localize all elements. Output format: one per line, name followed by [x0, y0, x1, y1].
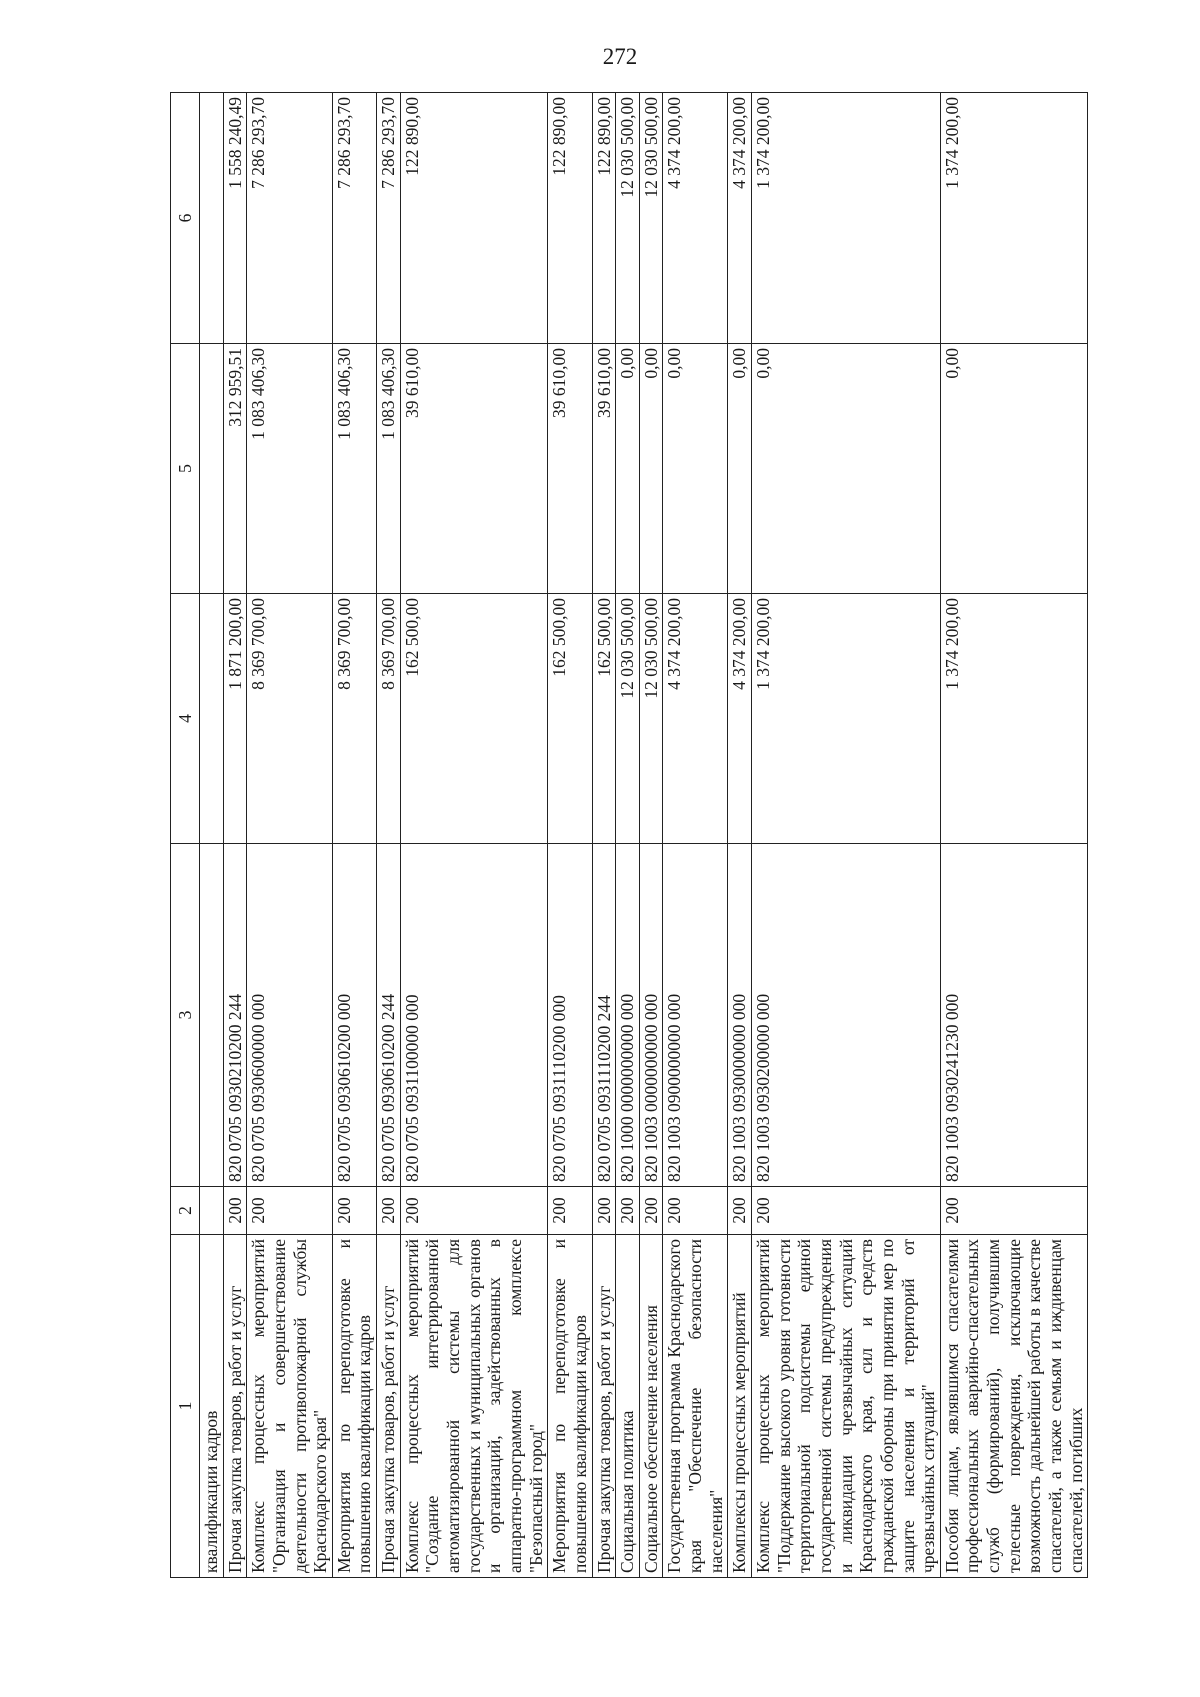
cell-name: Прочая закупка товаров, работ и услуг: [377, 1235, 401, 1578]
table-row: [663, 93, 728, 1578]
cell-code: 200: [639, 1187, 663, 1235]
table-row: [728, 93, 752, 1578]
cell-code: 200: [247, 1187, 333, 1235]
cell-amount-col4: 12 030 500,00: [616, 594, 640, 844]
header-row: [171, 93, 200, 1578]
cell-code: [200, 1187, 224, 1235]
cell-amount-col5: 0,00: [940, 344, 1087, 594]
cell-amount-col5: 39 610,00: [592, 344, 616, 594]
cell-amount-col6: 12 030 500,00: [639, 93, 663, 344]
header-col-6: 6: [171, 93, 200, 344]
cell-amount-col5: 0,00: [752, 344, 941, 594]
cell-classification: 820 0705 0931110200 244: [592, 844, 616, 1187]
cell-name: Мероприятия по переподготовке и повышению квалификации кадров: [548, 1235, 592, 1578]
cell-name: Прочая закупка товаров, работ и услуг: [223, 1235, 247, 1578]
cell-amount-col4: [200, 594, 224, 844]
header-col-3: 3: [171, 844, 200, 1187]
table-body: [200, 93, 1088, 1578]
table-row: [639, 93, 663, 1578]
cell-classification: 820 1000 0000000000 000: [616, 844, 640, 1187]
table-row: [592, 93, 616, 1578]
cell-code: 200: [400, 1187, 547, 1235]
cell-amount-col6: 4 374 200,00: [663, 93, 728, 344]
table-row: [940, 93, 1087, 1578]
cell-amount-col5: [200, 344, 224, 594]
cell-amount-col5: 1 083 406,30: [332, 344, 376, 594]
cell-amount-col6: 7 286 293,70: [332, 93, 376, 344]
cell-amount-col4: 162 500,00: [400, 594, 547, 844]
budget-table-rotated: [170, 93, 1086, 1578]
cell-amount-col6: 7 286 293,70: [247, 93, 333, 344]
cell-name: Прочая закупка товаров, работ и услуг: [592, 1235, 616, 1578]
table-row: [548, 93, 592, 1578]
cell-name: Социальное обеспечение населения: [639, 1235, 663, 1578]
cell-amount-col5: 0,00: [728, 344, 752, 594]
page-number: 272: [602, 44, 638, 69]
cell-amount-col5: 312 959,51: [223, 344, 247, 594]
cell-amount-col6: 122 890,00: [592, 93, 616, 344]
cell-code: 200: [663, 1187, 728, 1235]
cell-name: Мероприятия по переподготовке и повышению квалификации кадров: [332, 1235, 376, 1578]
cell-amount-col5: 39 610,00: [400, 344, 547, 594]
cell-classification: 820 1003 0930000000 000: [728, 844, 752, 1187]
cell-amount-col5: 0,00: [639, 344, 663, 594]
cell-name: Социальная политика: [616, 1235, 640, 1578]
cell-amount-col6: 7 286 293,70: [377, 93, 401, 344]
cell-classification: 820 1003 0930200000 000: [752, 844, 941, 1187]
cell-amount-col4: 12 030 500,00: [639, 594, 663, 844]
cell-amount-col4: 162 500,00: [592, 594, 616, 844]
cell-amount-col4: 162 500,00: [548, 594, 592, 844]
cell-name: Комплекс процессных мероприятий "Поддержание высокого уровня готовности территориальной подсистемы единой государственной системы предупреждения и ликвидации чрезвычайных ситуаций Краснодарского края, сил и средств гражданской обороны при принятии мер по защите населения и территорий от чрезвычайных ситуаций": [752, 1235, 941, 1578]
cell-classification: 820 0705 0930600000 000: [247, 844, 333, 1187]
cell-name: Комплексы процессных мероприятий: [728, 1235, 752, 1578]
cell-amount-col6: [200, 93, 224, 344]
table-row: [616, 93, 640, 1578]
cell-amount-col6: 122 890,00: [548, 93, 592, 344]
cell-amount-col6: 122 890,00: [400, 93, 547, 344]
cell-classification: 820 0705 0930610200 000: [332, 844, 376, 1187]
cell-amount-col6: 1 374 200,00: [940, 93, 1087, 344]
cell-classification: 820 1003 0930241230 000: [940, 844, 1087, 1187]
header-col-1: 1: [171, 1235, 200, 1578]
cell-amount-col4: 4 374 200,00: [663, 594, 728, 844]
cell-amount-col4: 8 369 700,00: [247, 594, 333, 844]
cell-code: 200: [548, 1187, 592, 1235]
cell-amount-col4: 4 374 200,00: [728, 594, 752, 844]
table-row: [247, 93, 333, 1578]
cell-amount-col6: 1 558 240,49: [223, 93, 247, 344]
header-col-2: 2: [171, 1187, 200, 1235]
cell-code: 200: [592, 1187, 616, 1235]
table-row: [332, 93, 376, 1578]
header-col-4: 4: [171, 594, 200, 844]
table-row: [223, 93, 247, 1578]
cell-amount-col5: 39 610,00: [548, 344, 592, 594]
cell-name: Пособия лицам, являвшимся спасателями профессиональных аварийно-спасательных служб (формирований), получившим телесные повреждения, исключающие возможность дальнейшей работы в качестве спасателей, а также семьям и иждивенцам спасателей, погибших: [940, 1235, 1087, 1578]
table-row: [377, 93, 401, 1578]
cell-amount-col6: 1 374 200,00: [752, 93, 941, 344]
cell-name: квалификации кадров: [200, 1235, 224, 1578]
cell-code: 200: [223, 1187, 247, 1235]
cell-amount-col4: 1 374 200,00: [940, 594, 1087, 844]
cell-classification: 820 0705 0931110200 000: [548, 844, 592, 1187]
cell-amount-col6: 12 030 500,00: [616, 93, 640, 344]
budget-table: [170, 92, 1088, 1578]
cell-classification: 820 1003 0900000000 000: [663, 844, 728, 1187]
table-row: [752, 93, 941, 1578]
cell-code: 200: [377, 1187, 401, 1235]
cell-amount-col4: 1 871 200,00: [223, 594, 247, 844]
cell-classification: 820 1003 0000000000 000: [639, 844, 663, 1187]
cell-amount-col4: 8 369 700,00: [377, 594, 401, 844]
table-row: [200, 93, 224, 1578]
cell-classification: 820 0705 0930210200 244: [223, 844, 247, 1187]
cell-amount-col6: 4 374 200,00: [728, 93, 752, 344]
cell-name: Комплекс процессных мероприятий "Создание интегрированной автоматизированной системы для государственных и муниципальных органов и организаций, задействованных в аппаратно-программном комплексе "Безопасный город": [400, 1235, 547, 1578]
cell-classification: 820 0705 0930610200 244: [377, 844, 401, 1187]
cell-code: 200: [332, 1187, 376, 1235]
cell-name: Государственная программа Краснодарского края "Обеспечение безопасности населения": [663, 1235, 728, 1578]
cell-amount-col5: 1 083 406,30: [247, 344, 333, 594]
table-row: [400, 93, 547, 1578]
cell-amount-col4: 1 374 200,00: [752, 594, 941, 844]
cell-classification: 820 0705 0931100000 000: [400, 844, 547, 1187]
cell-code: 200: [616, 1187, 640, 1235]
cell-classification: [200, 844, 224, 1187]
cell-code: 200: [728, 1187, 752, 1235]
header-col-5: 5: [171, 344, 200, 594]
cell-amount-col5: 1 083 406,30: [377, 344, 401, 594]
cell-amount-col5: 0,00: [663, 344, 728, 594]
cell-amount-col5: 0,00: [616, 344, 640, 594]
cell-code: 200: [752, 1187, 941, 1235]
cell-name: Комплекс процессных мероприятий "Организация и совершенствование деятельности противопожарной службы Краснодарского края": [247, 1235, 333, 1578]
cell-amount-col4: 8 369 700,00: [332, 594, 376, 844]
cell-code: 200: [940, 1187, 1087, 1235]
